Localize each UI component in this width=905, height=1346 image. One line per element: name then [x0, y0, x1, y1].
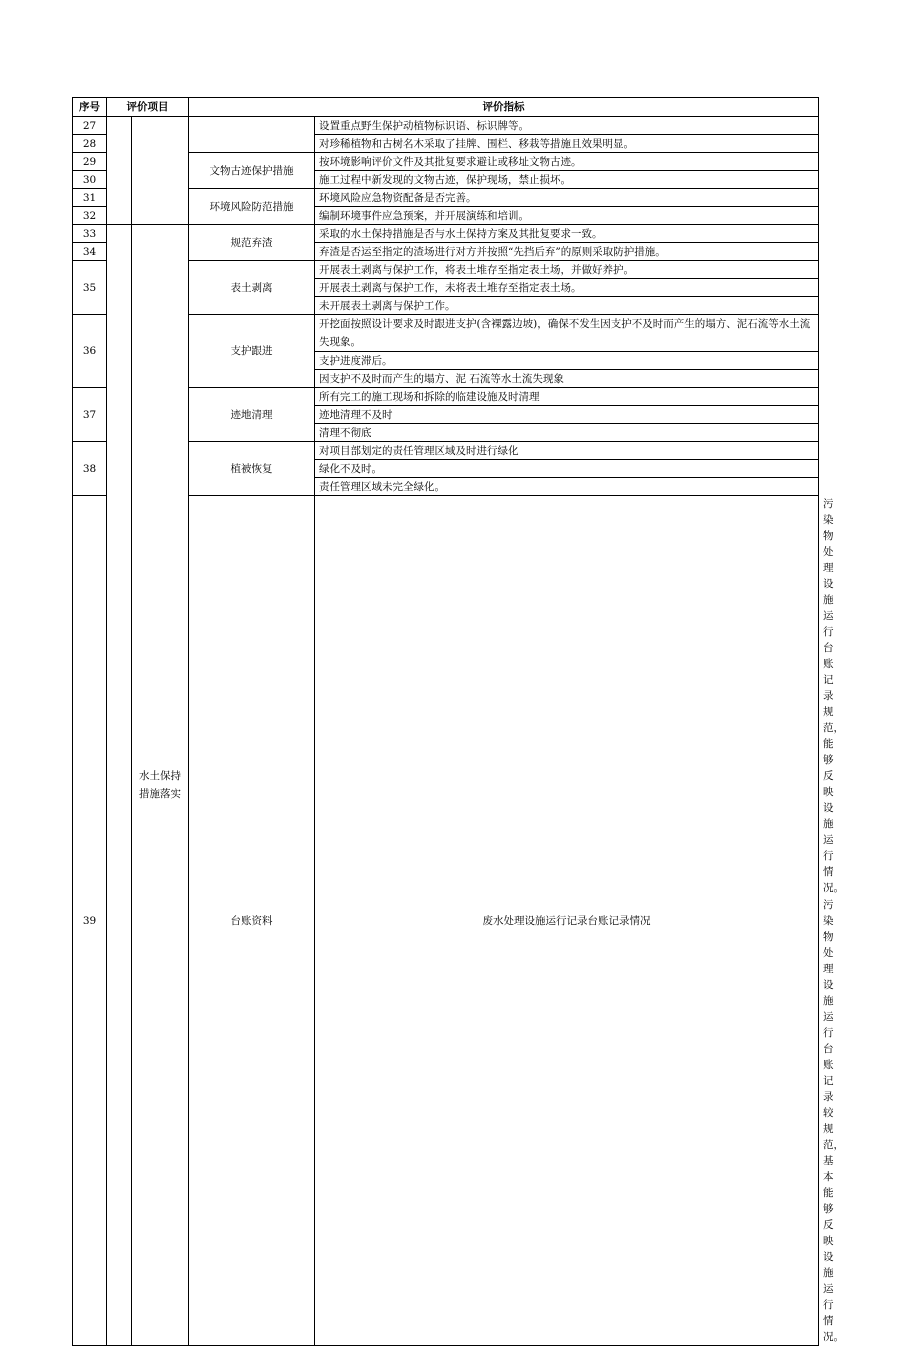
header-item: 评价项目 — [107, 98, 189, 117]
indicator-text: 责任管理区域未完全绿化。 — [315, 478, 819, 496]
indicator-text: 因支护不及时而产生的塌方、泥 石流等水土流失现象 — [315, 370, 819, 388]
row-number: 38 — [73, 442, 107, 496]
row-number: 30 — [73, 171, 107, 189]
indicator-text: 按环境影响评价文件及其批复要求避让或移址文物古迹。 — [315, 153, 819, 171]
blank-category-cell — [107, 117, 132, 225]
subitem-risk: 环境风险防范措施 — [189, 189, 315, 225]
indicator-text: 对项目部划定的责任管理区域及时进行绿化 — [315, 442, 819, 460]
subitem-revegetation: 植被恢复 — [189, 442, 315, 496]
row-number: 34 — [73, 243, 107, 261]
table-row — [73, 117, 819, 135]
indicator-text: 未开展表土剥离与保护工作。 — [315, 297, 819, 315]
row-number: 36 — [73, 315, 107, 388]
blank-category-cell — [107, 225, 132, 1346]
row-number: 31 — [73, 189, 107, 207]
blank-subitem-cell — [189, 117, 315, 153]
indicator-text: 迹地清理不及时 — [315, 406, 819, 424]
indicator-text: 绿化不及时。 — [315, 460, 819, 478]
indicator-text: 开展表土剥离与保护工作，未将表土堆存至指定表土场。 — [315, 279, 819, 297]
indicator-text: 编制环境事件应急预案，并开展演练和培训。 — [315, 207, 819, 225]
table-row: 污染物处理设施运行台账记录较规范，基本能够反映设施运行情况。 — [823, 899, 844, 1343]
blank-category-cell — [132, 117, 189, 225]
header-row — [73, 98, 819, 117]
row-number: 32 — [73, 207, 107, 225]
header-indicator: 评价指标 — [189, 98, 819, 117]
row-number: 37 — [73, 388, 107, 442]
indicator-text: 支护进度滞后。 — [315, 352, 819, 370]
indicator-text: 清理不彻底 — [315, 424, 819, 442]
row-number: 28 — [73, 135, 107, 153]
indicator-text: 开展表土剥离与保护工作，将表土堆存至指定表土场，并做好养护。 — [315, 261, 819, 279]
indicator-text: 施工过程中新发现的文物古迹，保护现场，禁止损坏。 — [315, 171, 819, 189]
header-no: 序号 — [73, 98, 107, 117]
indicator-text: 设置重点野生保护动植物标识语、标识牌等。 — [315, 117, 819, 135]
subitem-support: 支护跟进 — [189, 315, 315, 388]
indicator-text: 所有完工的施工现场和拆除的临建设施及时清理 — [315, 388, 819, 406]
row-number: 35 — [73, 261, 107, 315]
subitem-cultural: 文物古迹保护措施 — [189, 153, 315, 189]
evaluation-table — [72, 97, 844, 1346]
table-row: 39 台账资料 废水处理设施运行记录台账记录情况 污染物处理设施运行台账记录规范，能够反映设施运行情况。 — [73, 496, 819, 897]
table-row — [73, 225, 819, 243]
subitem-topsoil: 表土剥离 — [189, 261, 315, 315]
indicator-text: 环境风险应急物资配备是否完善。 — [315, 189, 819, 207]
indicator-text: 开挖面按照设计要求及时跟进支护(含裸露边坡)，确保不发生因支护不及时而产生的塌方、泥石流等水土流失现象。 — [315, 315, 819, 352]
category-soil: 水土保持措施落实 — [132, 225, 189, 1346]
row-number: 39 — [73, 496, 107, 1346]
row-number: 27 — [73, 117, 107, 135]
subitem-cleanup: 迹地清理 — [189, 388, 315, 442]
row-number: 33 — [73, 225, 107, 243]
indicator-text: 采取的水土保持措施是否与水土保持方案及其批复要求一致。 — [315, 225, 819, 243]
indicator-text: 弃渣是否运至指定的渣场进行对方并按照“先挡后弃”的原则采取防护措施。 — [315, 243, 819, 261]
subitem-dump: 规范弃渣 — [189, 225, 315, 261]
row-number: 29 — [73, 153, 107, 171]
category-ledger: 台账资料 — [189, 496, 315, 1346]
indicator-text: 对珍稀植物和古树名木采取了挂牌、围栏、移栽等措施且效果明显。 — [315, 135, 819, 153]
subitem-wastewater: 废水处理设施运行记录台账记录情况 — [315, 496, 819, 1346]
